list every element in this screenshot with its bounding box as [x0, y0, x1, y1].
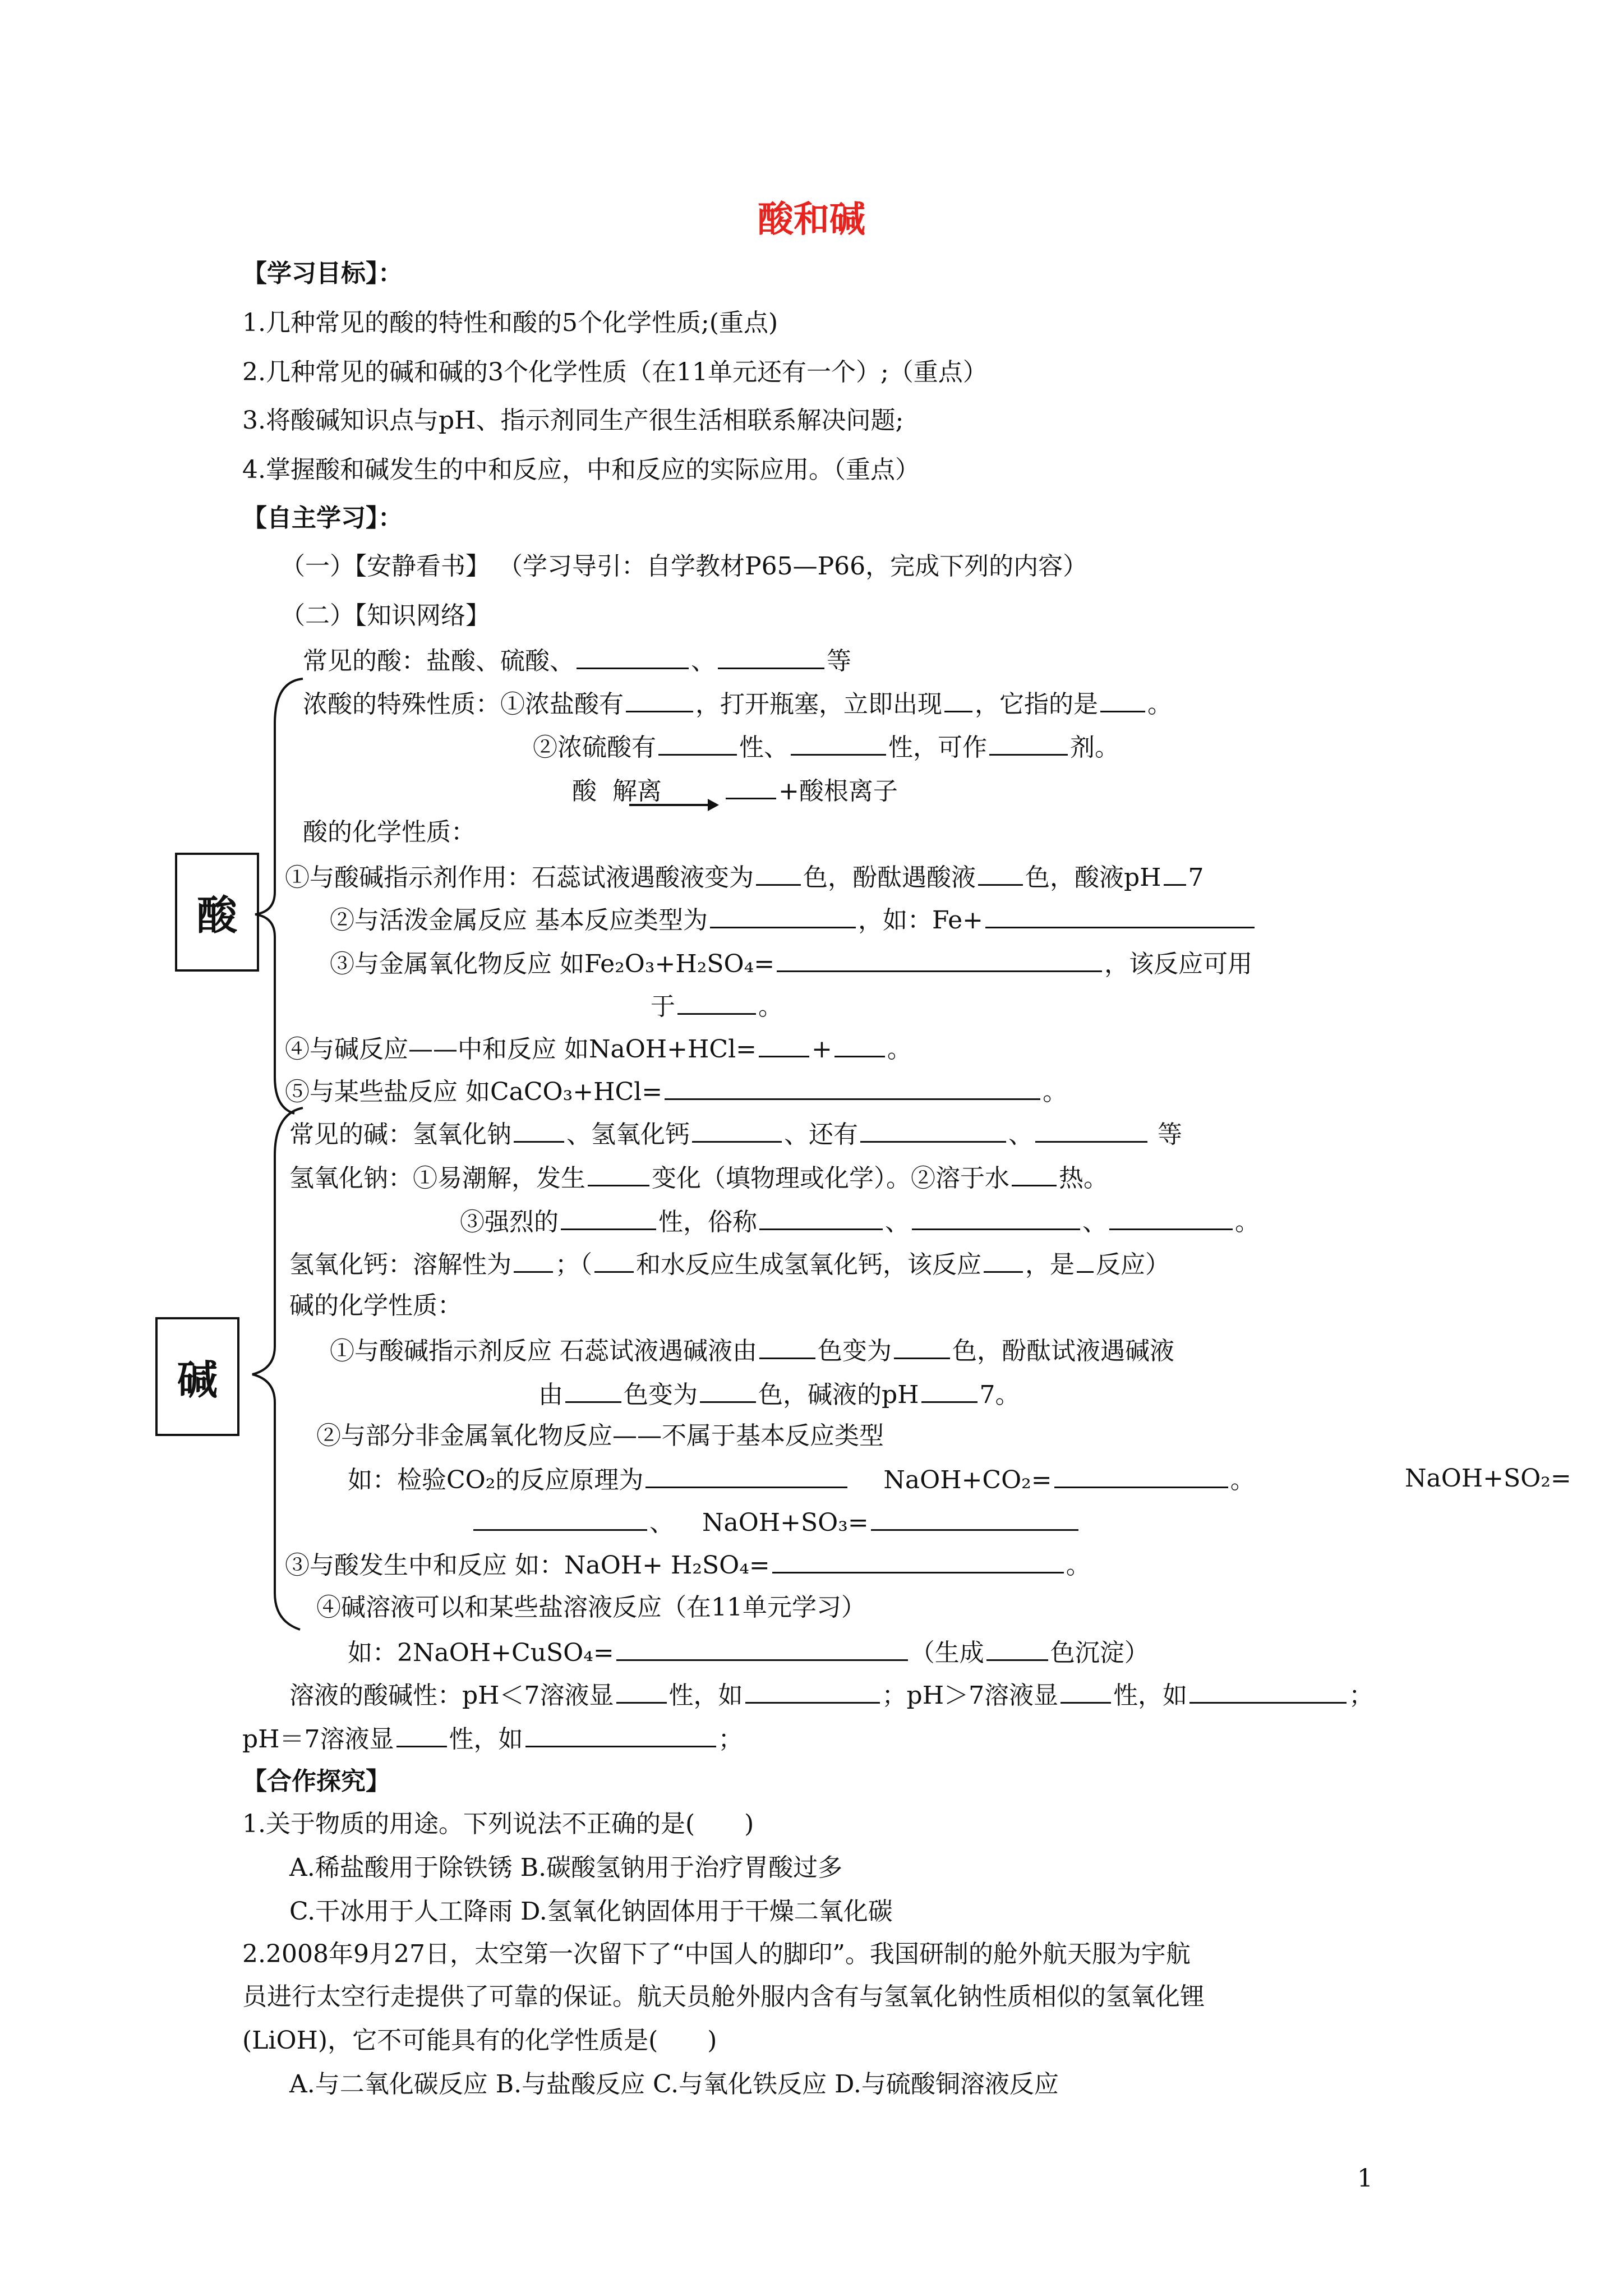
- base-property-2-cont: 、 NaOH+SO₃=: [471, 1504, 1081, 1540]
- question-2-options: A.与二氧化碳反应 B.与盐酸反应 C.与氧化铁反应 D.与硫酸铜溶液反应: [289, 2070, 1059, 2099]
- self-study-part1: （一）【安静看书】 （学习导引：自学教材P65—P66，完成下列的内容）: [280, 552, 1088, 581]
- base-common: 常见的碱：氢氧化钠 、氢氧化钙 、还有 、 等: [289, 1116, 1182, 1152]
- blank: [514, 1116, 564, 1143]
- goals-heading: 【学习目标】：: [242, 259, 403, 288]
- blank: [1189, 1677, 1347, 1704]
- blank: [577, 643, 689, 669]
- self-study-part2: （二）【知识网络】: [280, 601, 490, 630]
- blank: [1164, 859, 1186, 886]
- blank: [944, 686, 972, 712]
- goal-item: 4.掌握酸和碱发生的中和反应，中和反应的实际应用。（重点）: [242, 455, 920, 484]
- acid-property-5: ⑤与某些盐反应 如CaCO₃+HCl= 。: [285, 1074, 1067, 1109]
- blank: [860, 1116, 1006, 1143]
- question-2-line-1: 2.2008年9月27日，太空第一次留下了“中国人的脚印”。我国研制的舱外航天服为宇航: [242, 1940, 1191, 1968]
- blank: [594, 1246, 634, 1273]
- acid-common: 常见的酸：盐酸、硫酸、 、 等: [303, 643, 851, 678]
- blank: [692, 1116, 782, 1143]
- blank: [616, 1677, 667, 1704]
- blank: [912, 1204, 1080, 1230]
- blank: [710, 902, 856, 928]
- acid-chem-heading: 酸的化学性质：: [303, 818, 476, 846]
- acid-property-2: ②与活泼金属反应 基本反应类型为 ，如：Fe+: [330, 902, 1257, 937]
- blank: [396, 1721, 447, 1747]
- blank: [759, 1333, 815, 1359]
- blank: [645, 1462, 847, 1488]
- blank: [1061, 1677, 1111, 1704]
- blank: [759, 1204, 883, 1230]
- blank: [525, 1721, 716, 1747]
- base-caoh: 氢氧化钙：溶解性为 ；（ 和水反应生成氢氧化钙，该反应 ，是 反应）: [289, 1246, 1170, 1282]
- question-1: 1.关于物质的用途。下列说法不正确的是( ): [242, 1810, 754, 1838]
- acid-property-3-cont: 于 。: [651, 988, 783, 1024]
- acid-box: 酸: [175, 853, 259, 972]
- blank: [514, 1246, 553, 1273]
- base-property-1-cont: 由 色变为 色，碱液的pH 7。: [538, 1377, 1020, 1412]
- blank: [718, 643, 824, 669]
- blank: [978, 859, 1023, 886]
- page-number: 1: [1357, 2164, 1373, 2193]
- blank: [626, 686, 693, 712]
- blank: [1109, 1204, 1233, 1230]
- base-property-2-heading: ②与部分非金属氧化物反应——不属于基本反应类型: [316, 1421, 884, 1450]
- blank: [985, 902, 1255, 928]
- acid-property-1: ①与酸碱指示剂作用：石蕊试液遇酸液变为 色，酚酞遇酸液 色，酸液pH 7: [285, 859, 1204, 895]
- blank: [665, 1074, 1040, 1100]
- blank: [473, 1504, 647, 1531]
- blank: [588, 1160, 649, 1186]
- blank: [616, 1635, 908, 1661]
- base-naoh-2: ③强烈的 性，俗称 、 、 。: [460, 1204, 1260, 1239]
- question-1-options-ab: A.稀盐酸用于除铁锈 B.碳酸氢钠用于治疗胃酸过多: [289, 1853, 843, 1882]
- blank: [1012, 1160, 1057, 1186]
- blank: [658, 729, 737, 756]
- blank: [921, 1377, 978, 1403]
- base-property-3: ③与酸发生中和反应 如：NaOH+ H₂SO₄= 。: [285, 1547, 1091, 1582]
- blank: [759, 1031, 809, 1057]
- question-2-line-2: 员进行太空行走提供了可靠的保证。航天员舱外服内含有与氢氧化钠性质相似的氢氧化锂: [242, 1982, 1205, 2011]
- acid-ionization: 酸 解离 +酸根离子: [572, 773, 898, 808]
- acid-h2so4: ②浓硫酸有 性、 性，可作 剂。: [533, 729, 1119, 765]
- blank: [1077, 1246, 1094, 1273]
- self-study-heading: 【自主学习】：: [242, 504, 403, 532]
- blank: [565, 1377, 621, 1403]
- ph-line-2: pH＝7溶液显 性，如 ；: [242, 1721, 743, 1756]
- blank: [871, 1504, 1078, 1531]
- blank: [745, 1677, 880, 1704]
- base-property-4: 如：2NaOH+CuSO₄= （生成 色沉淀）: [348, 1635, 1149, 1670]
- question-2-line-3: (LiOH)，它不可能具有的化学性质是( ): [242, 2026, 717, 2055]
- blank: [561, 1204, 656, 1230]
- blank: [894, 1333, 950, 1359]
- blank: [777, 946, 1102, 972]
- goal-item: 3.将酸碱知识点与pH、指示剂同生产很生活相联系解决问题;: [242, 406, 904, 435]
- goal-item: 1.几种常见的酸的特性和酸的5个化学性质;(重点): [242, 309, 778, 337]
- acid-property-3: ③与金属氧化物反应 如Fe₂O₃+H₂SO₄= ，该反应可用: [330, 946, 1252, 981]
- blank: [834, 1031, 885, 1057]
- blank: [989, 729, 1068, 756]
- blank: [791, 729, 886, 756]
- goal-item: 2.几种常见的碱和碱的3个化学性质（在11单元还有一个）;（重点）: [242, 358, 988, 386]
- blank: [986, 1635, 1048, 1661]
- blank: [984, 1246, 1023, 1273]
- blank: [1100, 686, 1145, 712]
- page-title: 酸和碱: [758, 199, 865, 241]
- base-property-2-so2: NaOH+SO₂=: [1405, 1464, 1571, 1493]
- question-1-options-cd: C.干冰用于人工降雨 D.氢氧化钠固体用于干燥二氧化碳: [289, 1897, 893, 1926]
- blank: [726, 773, 776, 799]
- acid-concentrated: 浓酸的特殊性质：①浓盐酸有 ，打开瓶塞，立即出现 ，它指的是 。: [303, 686, 1172, 721]
- ph-line-1: 溶液的酸碱性：pH＜7溶液显 性，如 ；pH＞7溶液显 性，如 ；: [289, 1677, 1373, 1713]
- base-naoh: 氢氧化钠：①易潮解，发生 变化（填物理或化学）。②溶于水 热。: [289, 1160, 1108, 1195]
- blank: [772, 1547, 1064, 1573]
- base-property-4-heading: ④碱溶液可以和某些盐溶液反应（在11单元学习）: [316, 1593, 866, 1622]
- blank: [1054, 1462, 1228, 1488]
- blank: [756, 859, 801, 886]
- blank: [1035, 1116, 1147, 1143]
- base-property-2: 如：检验CO₂的反应原理为 NaOH+CO₂= 。: [348, 1462, 1255, 1497]
- base-box: 碱: [155, 1317, 239, 1436]
- blank: [677, 988, 756, 1015]
- blank: [700, 1377, 756, 1403]
- coop-heading: 【合作探究】: [242, 1767, 390, 1796]
- base-chem-heading: 碱的化学性质：: [289, 1291, 462, 1320]
- base-property-1: ①与酸碱指示剂反应 石蕊试液遇碱液由 色变为 色，酚酞试液遇碱液: [330, 1333, 1174, 1368]
- acid-property-4: ④与碱反应——中和反应 如NaOH+HCl= + 。: [285, 1031, 912, 1066]
